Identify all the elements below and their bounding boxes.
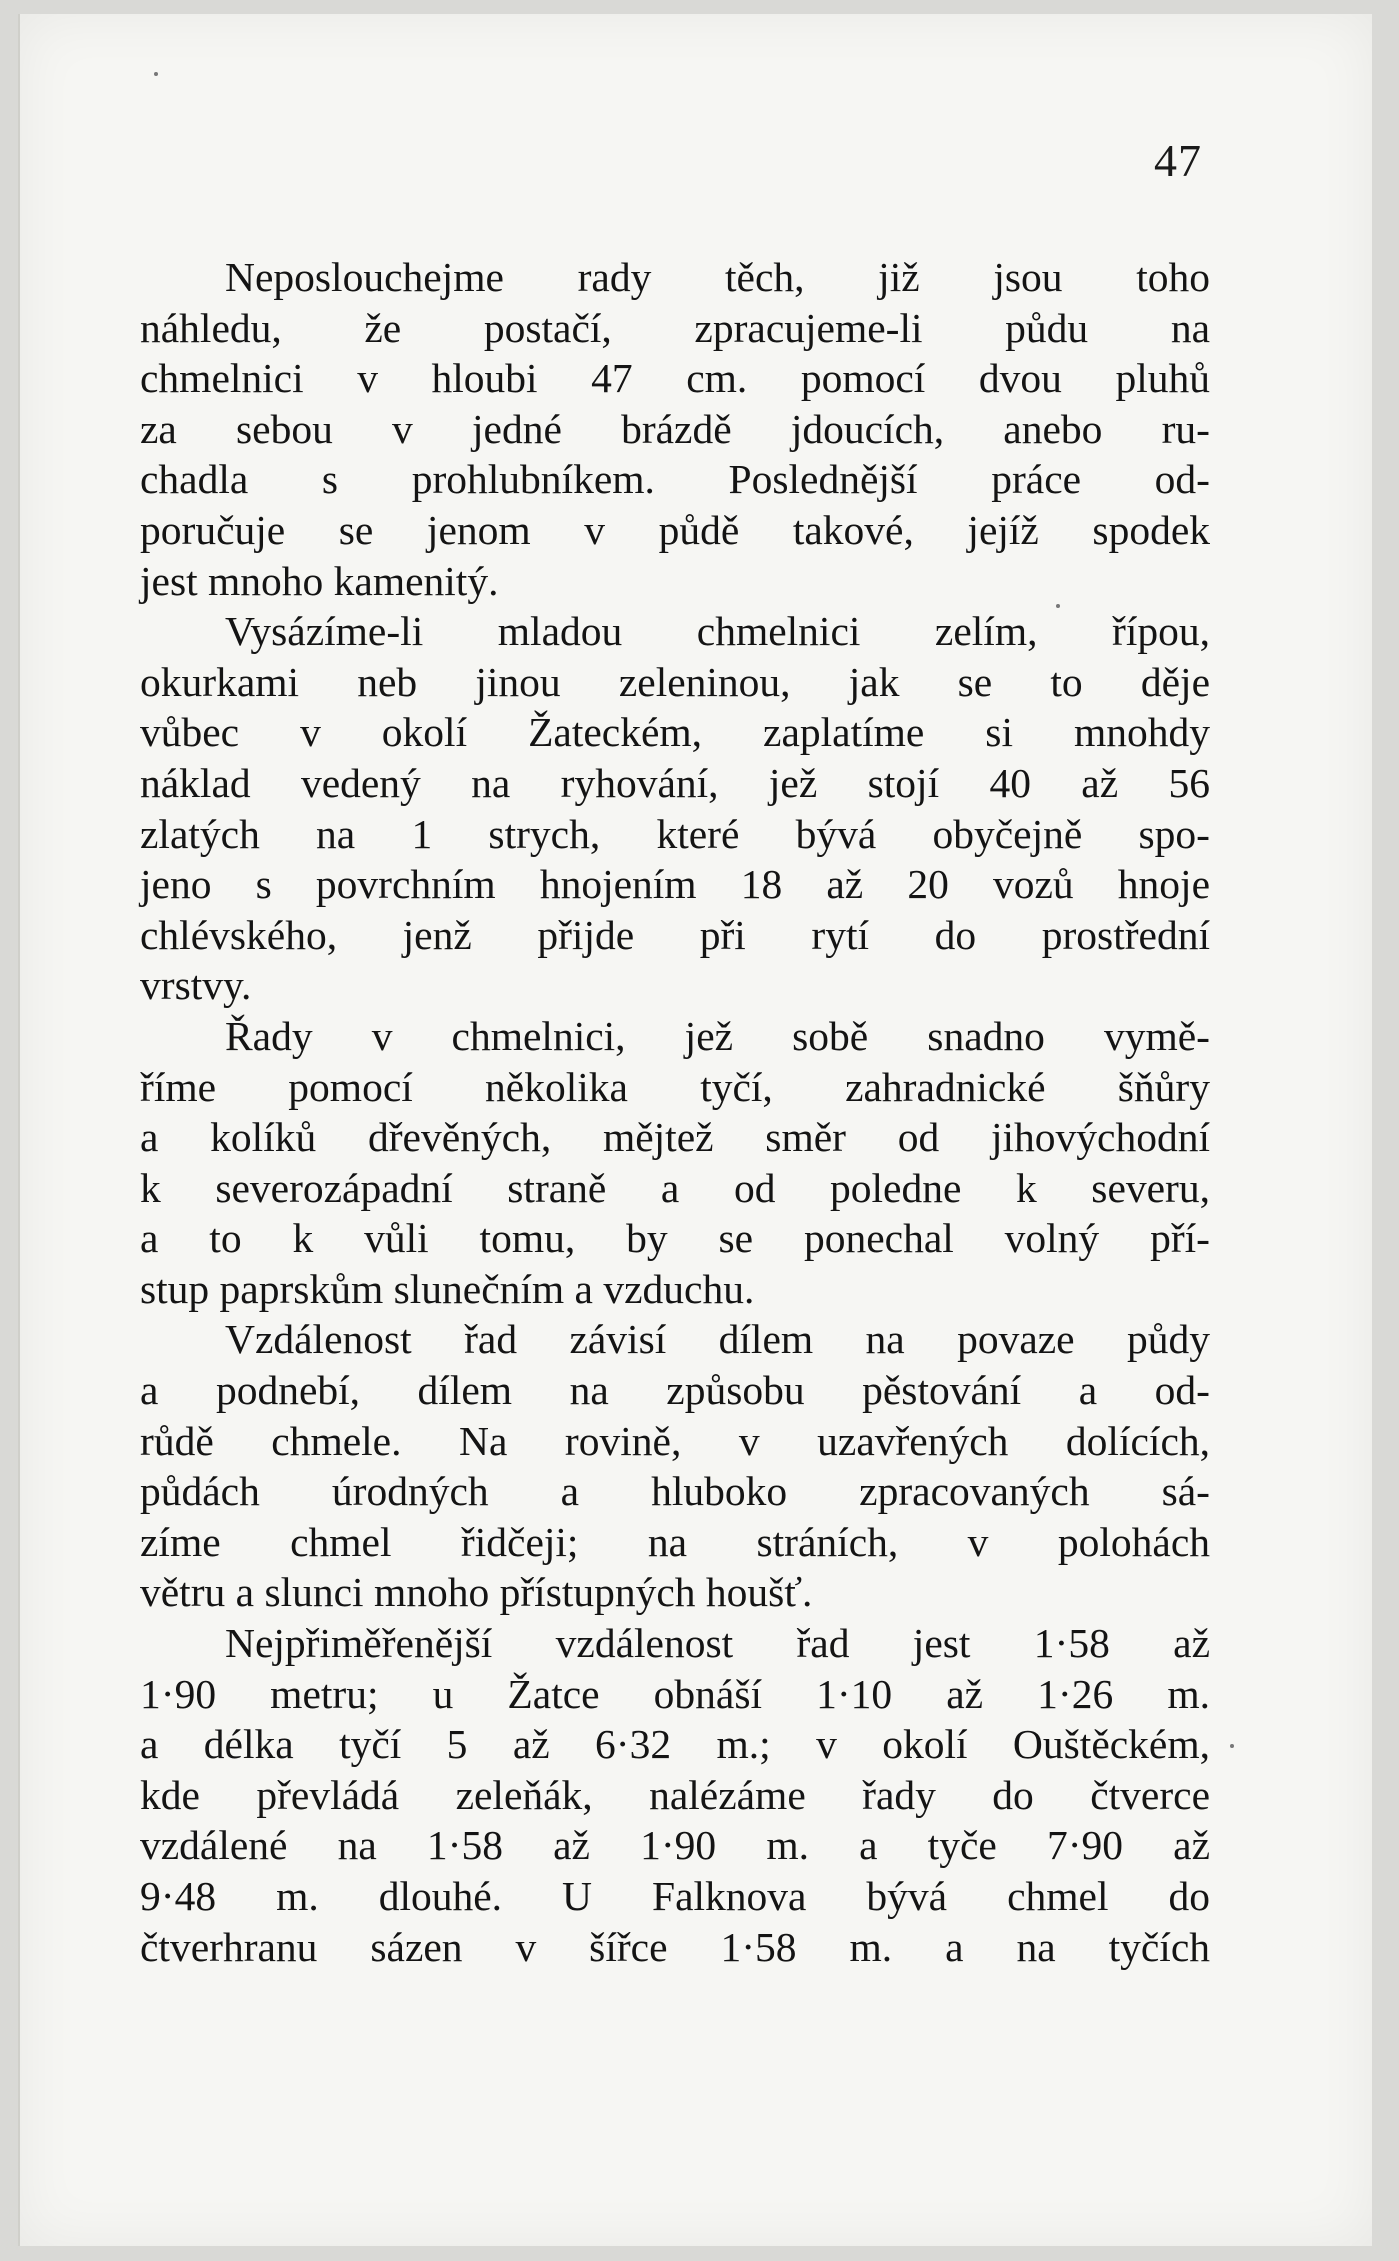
text-line: Vysázíme-li mladou chmelnici zelím, řípou,: [225, 608, 1210, 655]
text-line: Řady v chmelnici, jež sobě snadno vymě-: [225, 1012, 1210, 1059]
text-line: a to k vůli tomu, by se ponechal volný pří-: [140, 1215, 1210, 1262]
print-speck: [1230, 1744, 1234, 1748]
text-line: zlatých na 1 strych, které bývá obyčejně spo-: [140, 810, 1210, 857]
text-line: okurkami neb jinou zeleninou, jak se to děje: [140, 658, 1210, 705]
text-line: k severozápadní straně a od poledne k severu,: [140, 1164, 1210, 1211]
text-line: a kolíků dřevěných, mějtež směr od jihovýchodní: [140, 1114, 1210, 1161]
text-line: a délka tyčí 5 až 6·32 m.; v okolí Ouštěckém,: [140, 1721, 1210, 1768]
text-line: jest mnoho kamenitý.: [140, 557, 499, 604]
book-page: [18, 14, 1372, 2246]
print-speck: [1056, 604, 1060, 608]
text-line: chmelnici v hloubi 47 cm. pomocí dvou pluhů: [140, 355, 1210, 402]
text-line: kde převládá zeleňák, nalézáme řady do čtverce: [140, 1771, 1210, 1818]
text-line: jeno s povrchním hnojením 18 až 20 vozů hnoje: [140, 861, 1210, 908]
text-line: poručuje se jenom v půdě takové, jejíž spodek: [140, 506, 1210, 553]
text-line: říme pomocí několika tyčí, zahradnické šňůry: [140, 1063, 1210, 1110]
text-line: růdě chmele. Na rovině, v uzavřených dolících,: [140, 1417, 1210, 1464]
body-text: [140, 252, 1210, 1972]
text-line: Vzdálenost řad závisí dílem na povaze půdy: [225, 1316, 1210, 1363]
text-line: chlévského, jenž přijde při rytí do prostřední: [140, 911, 1210, 958]
text-line: náhledu, že postačí, zpracujeme-li půdu na: [140, 304, 1210, 351]
print-speck: [154, 72, 158, 76]
text-line: Nejpřiměřenější vzdálenost řad jest 1·58 až: [225, 1620, 1210, 1667]
text-line: vrstvy.: [140, 962, 252, 1009]
text-line: půdách úrodných a hluboko zpracovaných sá-: [140, 1468, 1210, 1515]
text-line: 1·90 metru; u Žatce obnáší 1·10 až 1·26 m.: [140, 1670, 1210, 1717]
text-line: náklad vedený na ryhování, jež stojí 40 až 56: [140, 759, 1210, 806]
text-line: vůbec v okolí Žateckém, zaplatíme si mnohdy: [140, 709, 1210, 756]
text-line: zíme chmel řidčeji; na stráních, v polohách: [140, 1518, 1210, 1565]
text-line: větru a slunci mnoho přístupných houšť.: [140, 1569, 813, 1616]
text-line: Neposlouchejme rady těch, již jsou toho: [225, 254, 1210, 300]
text-line: stup paprskům slunečním a vzduchu.: [140, 1265, 755, 1312]
page-number: 47: [1154, 135, 1202, 186]
text-line: 9·48 m. dlouhé. U Falknova bývá chmel do: [140, 1873, 1210, 1919]
text-line: za sebou v jedné brázdě jdoucích, anebo ru-: [140, 405, 1210, 452]
text-line: čtverhranu sázen v šířce 1·58 m. a na tyčích: [140, 1923, 1210, 1970]
text-line: a podnebí, dílem na způsobu pěstování a od-: [140, 1367, 1210, 1414]
text-line: vzdálené na 1·58 až 1·90 m. a tyče 7·90 až: [140, 1822, 1210, 1869]
text-line: chadla s prohlubníkem. Poslednější práce od-: [140, 456, 1210, 503]
